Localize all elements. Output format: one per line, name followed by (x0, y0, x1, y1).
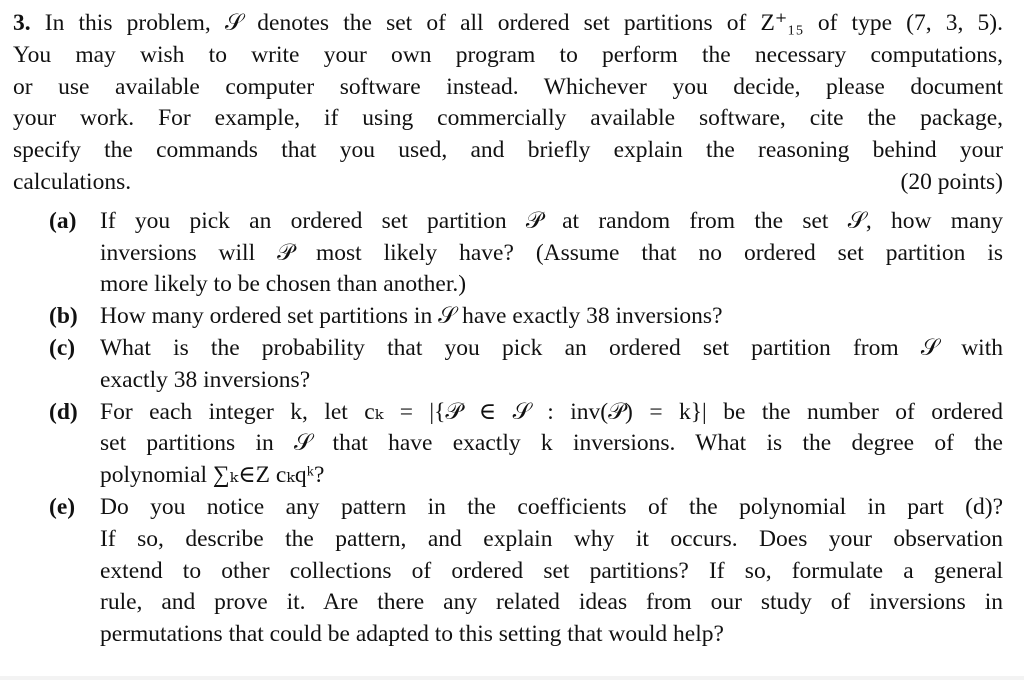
part-e-line-3: extend to other collections of ordered set partitions? If so, formulate a general (100, 557, 1003, 584)
part-b (13, 301, 1003, 333)
part-c-line-2: exactly 38 inversions? (100, 366, 311, 393)
intro-line-3: or use available computer software instead. Whichever you decide, please document (13, 73, 1003, 100)
part-a-line-3: more likely to be chosen than another.) (100, 271, 467, 298)
part-b-label: (b) (49, 303, 78, 330)
part-e-line-5: permutations that could be adapted to this setting that would help? (100, 621, 724, 648)
intro-line-2: You may wish to write your own program to perform the necessary computations, (13, 41, 1003, 68)
problem-sheet (13, 8, 1003, 651)
part-d-line-2: set partitions in 𝒮 that have exactly k inversions. What is the degree of the (100, 430, 1003, 457)
part-e-line-2: If so, describe the pattern, and explain why it occurs. Does your observation (100, 525, 1003, 552)
intro-line-5: specify the commands that you used, and briefly explain the reasoning behind your (13, 137, 1003, 164)
part-a-line-1: If you pick an ordered set partition 𝒫 at random from the set 𝒮, how many (100, 207, 1003, 234)
intro-line-4: your work. For example, if using commercially available software, cite the package, (13, 105, 1003, 132)
part-e (13, 492, 1003, 651)
problem-intro (13, 8, 1003, 199)
part-a (13, 206, 1003, 301)
bottom-edge (0, 676, 1024, 680)
part-e-label: (e) (49, 493, 76, 520)
intro-line-1 (13, 8, 1003, 40)
part-c-line-1: What is the probability that you pick an ordered set partition from 𝒮 with (100, 334, 1003, 361)
part-a-label: (a) (49, 207, 77, 234)
intro-line-6 (13, 167, 1003, 199)
part-e-line-1: Do you notice any pattern in the coefficients of the polynomial in part (d)? (100, 493, 1003, 520)
part-e-line-4: rule, and prove it. Are there any related ideas from our study of inversions in (100, 589, 1003, 616)
part-d-line-3: polynomial ∑ₖ∈Z cₖqᵏ? (100, 462, 325, 489)
intro-text-6: calculations. (13, 168, 132, 195)
problem-parts (13, 206, 1003, 651)
problem-number: 3. (13, 10, 31, 36)
intro-text-1: In this problem, 𝒮 denotes the set of all ordered set partitions of Z⁺₁₅ of type (7, 3, 5). (44, 10, 1003, 36)
part-b-line-1: How many ordered set partitions in 𝒮 have exactly 38 inversions? (100, 303, 723, 330)
part-d-label: (d) (49, 398, 78, 425)
part-d (13, 397, 1003, 492)
part-c (13, 333, 1003, 397)
points-label: (20 points) (900, 168, 1003, 195)
part-d-line-1: For each integer k, let cₖ = |{𝒫 ∈ 𝒮 : inv(𝒫) = k}| be the number of ordered (100, 398, 1003, 425)
part-c-label: (c) (49, 334, 76, 361)
part-a-line-2: inversions will 𝒫 most likely have? (Assume that no ordered set partition is (100, 239, 1003, 266)
